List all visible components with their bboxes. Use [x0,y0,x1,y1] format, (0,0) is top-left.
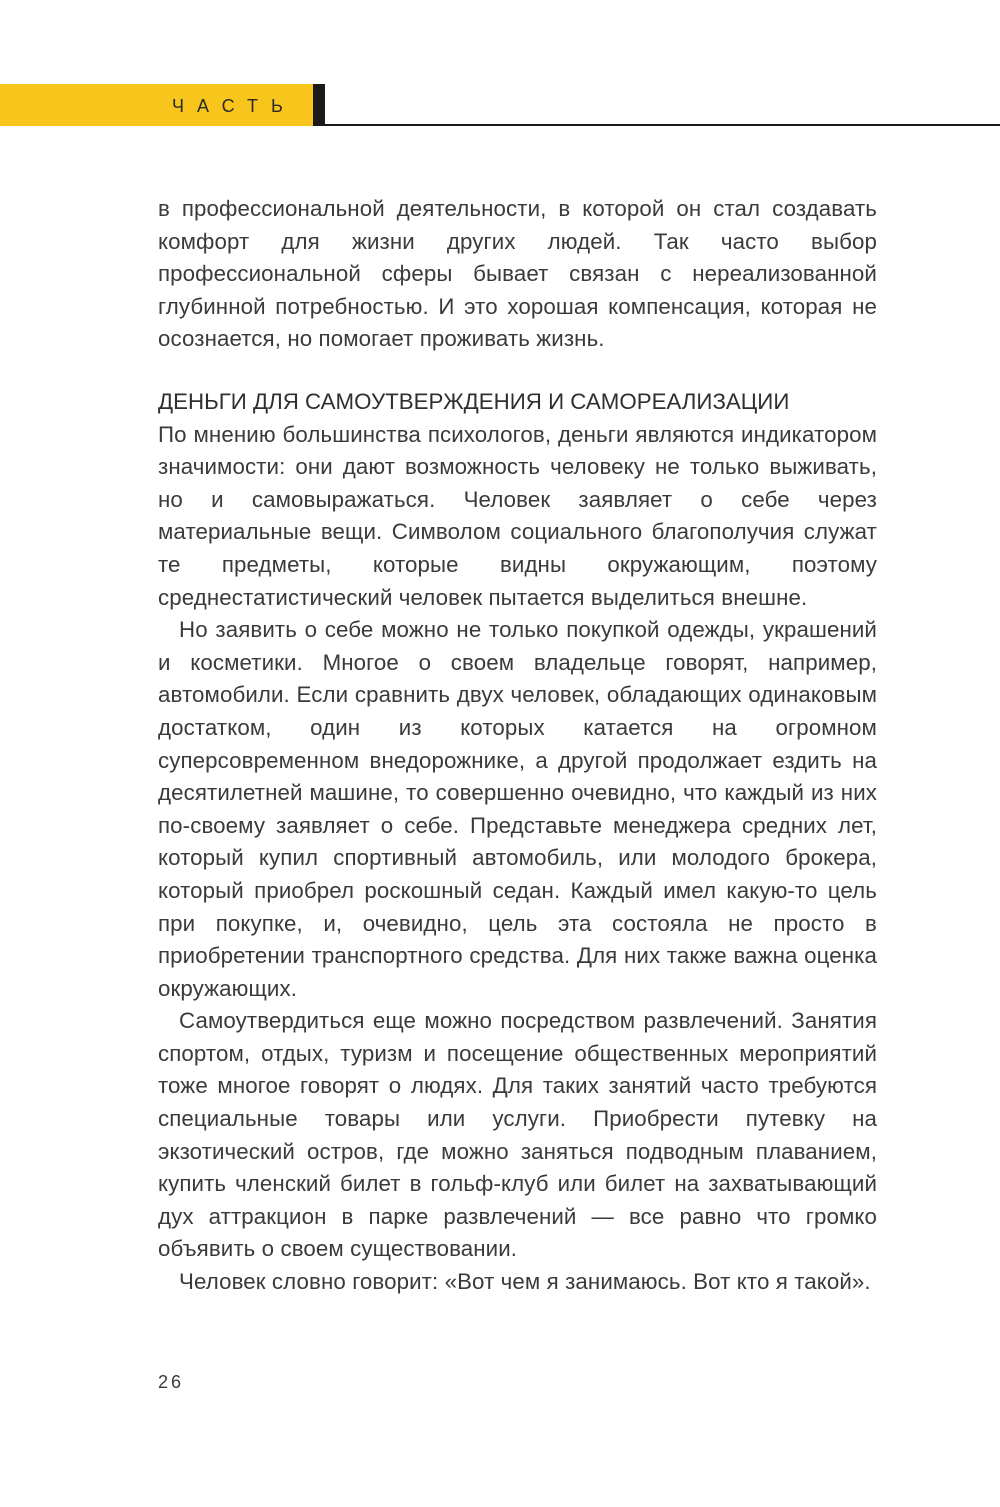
continuation-paragraph: в профессиональной деятельности, в которой он стал создавать комфорт для жизни других людей. Так часто выбор профессиональной сферы бывает связан с нереализованной глубинной потребностью. И это хорошая компенсация, которая не осознается, но помогает проживать жизнь. [158,196,877,352]
section-heading: ДЕНЬГИ ДЛЯ САМОУТВЕРЖДЕНИЯ И САМОРЕАЛИЗАЦИИ [158,389,790,414]
section-paragraph: Человек словно говорит: «Вот чем я занимаюсь. Вот кто я такой». [179,1269,871,1295]
header-rule [325,124,1000,126]
section-block [158,386,877,1299]
part-header-marker [313,84,325,126]
section-paragraph: Но заявить о себе можно не только покупкой одежды, украшений и косметики. Многое о своем владельце говорят, например, автомобили. Если сравнить двух человек, обладающих одинаковым достатком, один из которых катается на огромном суперсовременном внедорожнике, а другой продолжает ездить на десятилетней машине, то совершенно очевидно, что каждый из них по-своему заявляет о себе. Представьте менеджера средних лет, который купил спортивный автомобиль, или молодого брокера, который приобрел роскошный седан. Каждый имел какую-то цель при покупке, и, очевидно, цель эта состояла не просто в приобретении транспортного средства. Для них также важна оценка окружающих. [158,617,877,1001]
continuation-block [158,193,877,356]
section-paragraph: Самоутвердиться еще можно посредством развлечений. Занятия спортом, отдых, туризм и посещение общественных мероприятий тоже многое говорят о людях. Для таких занятий часто требуются специальные товары или услуги. Приобрести путевку на экзотический остров, где можно заняться подводным плаванием, купить членский билет в гольф-клуб или билет на захватывающий дух аттракцион в парке развлечений — все равно что громко объявить о своем существовании. [158,1008,877,1262]
page-number: 26 [158,1372,185,1392]
part-label: ЧАСТЬ [172,96,296,116]
section-paragraph: По мнению большинства психологов, деньги являются индикатором значимости: они дают возможность человеку не только выживать, но и самовыражаться. Человек заявляет о себе через материальные вещи. Символом социального благополучия служат те предметы, которые видны окружающим, поэтому среднестатистический человек пытается выделиться внешне. [158,421,877,610]
